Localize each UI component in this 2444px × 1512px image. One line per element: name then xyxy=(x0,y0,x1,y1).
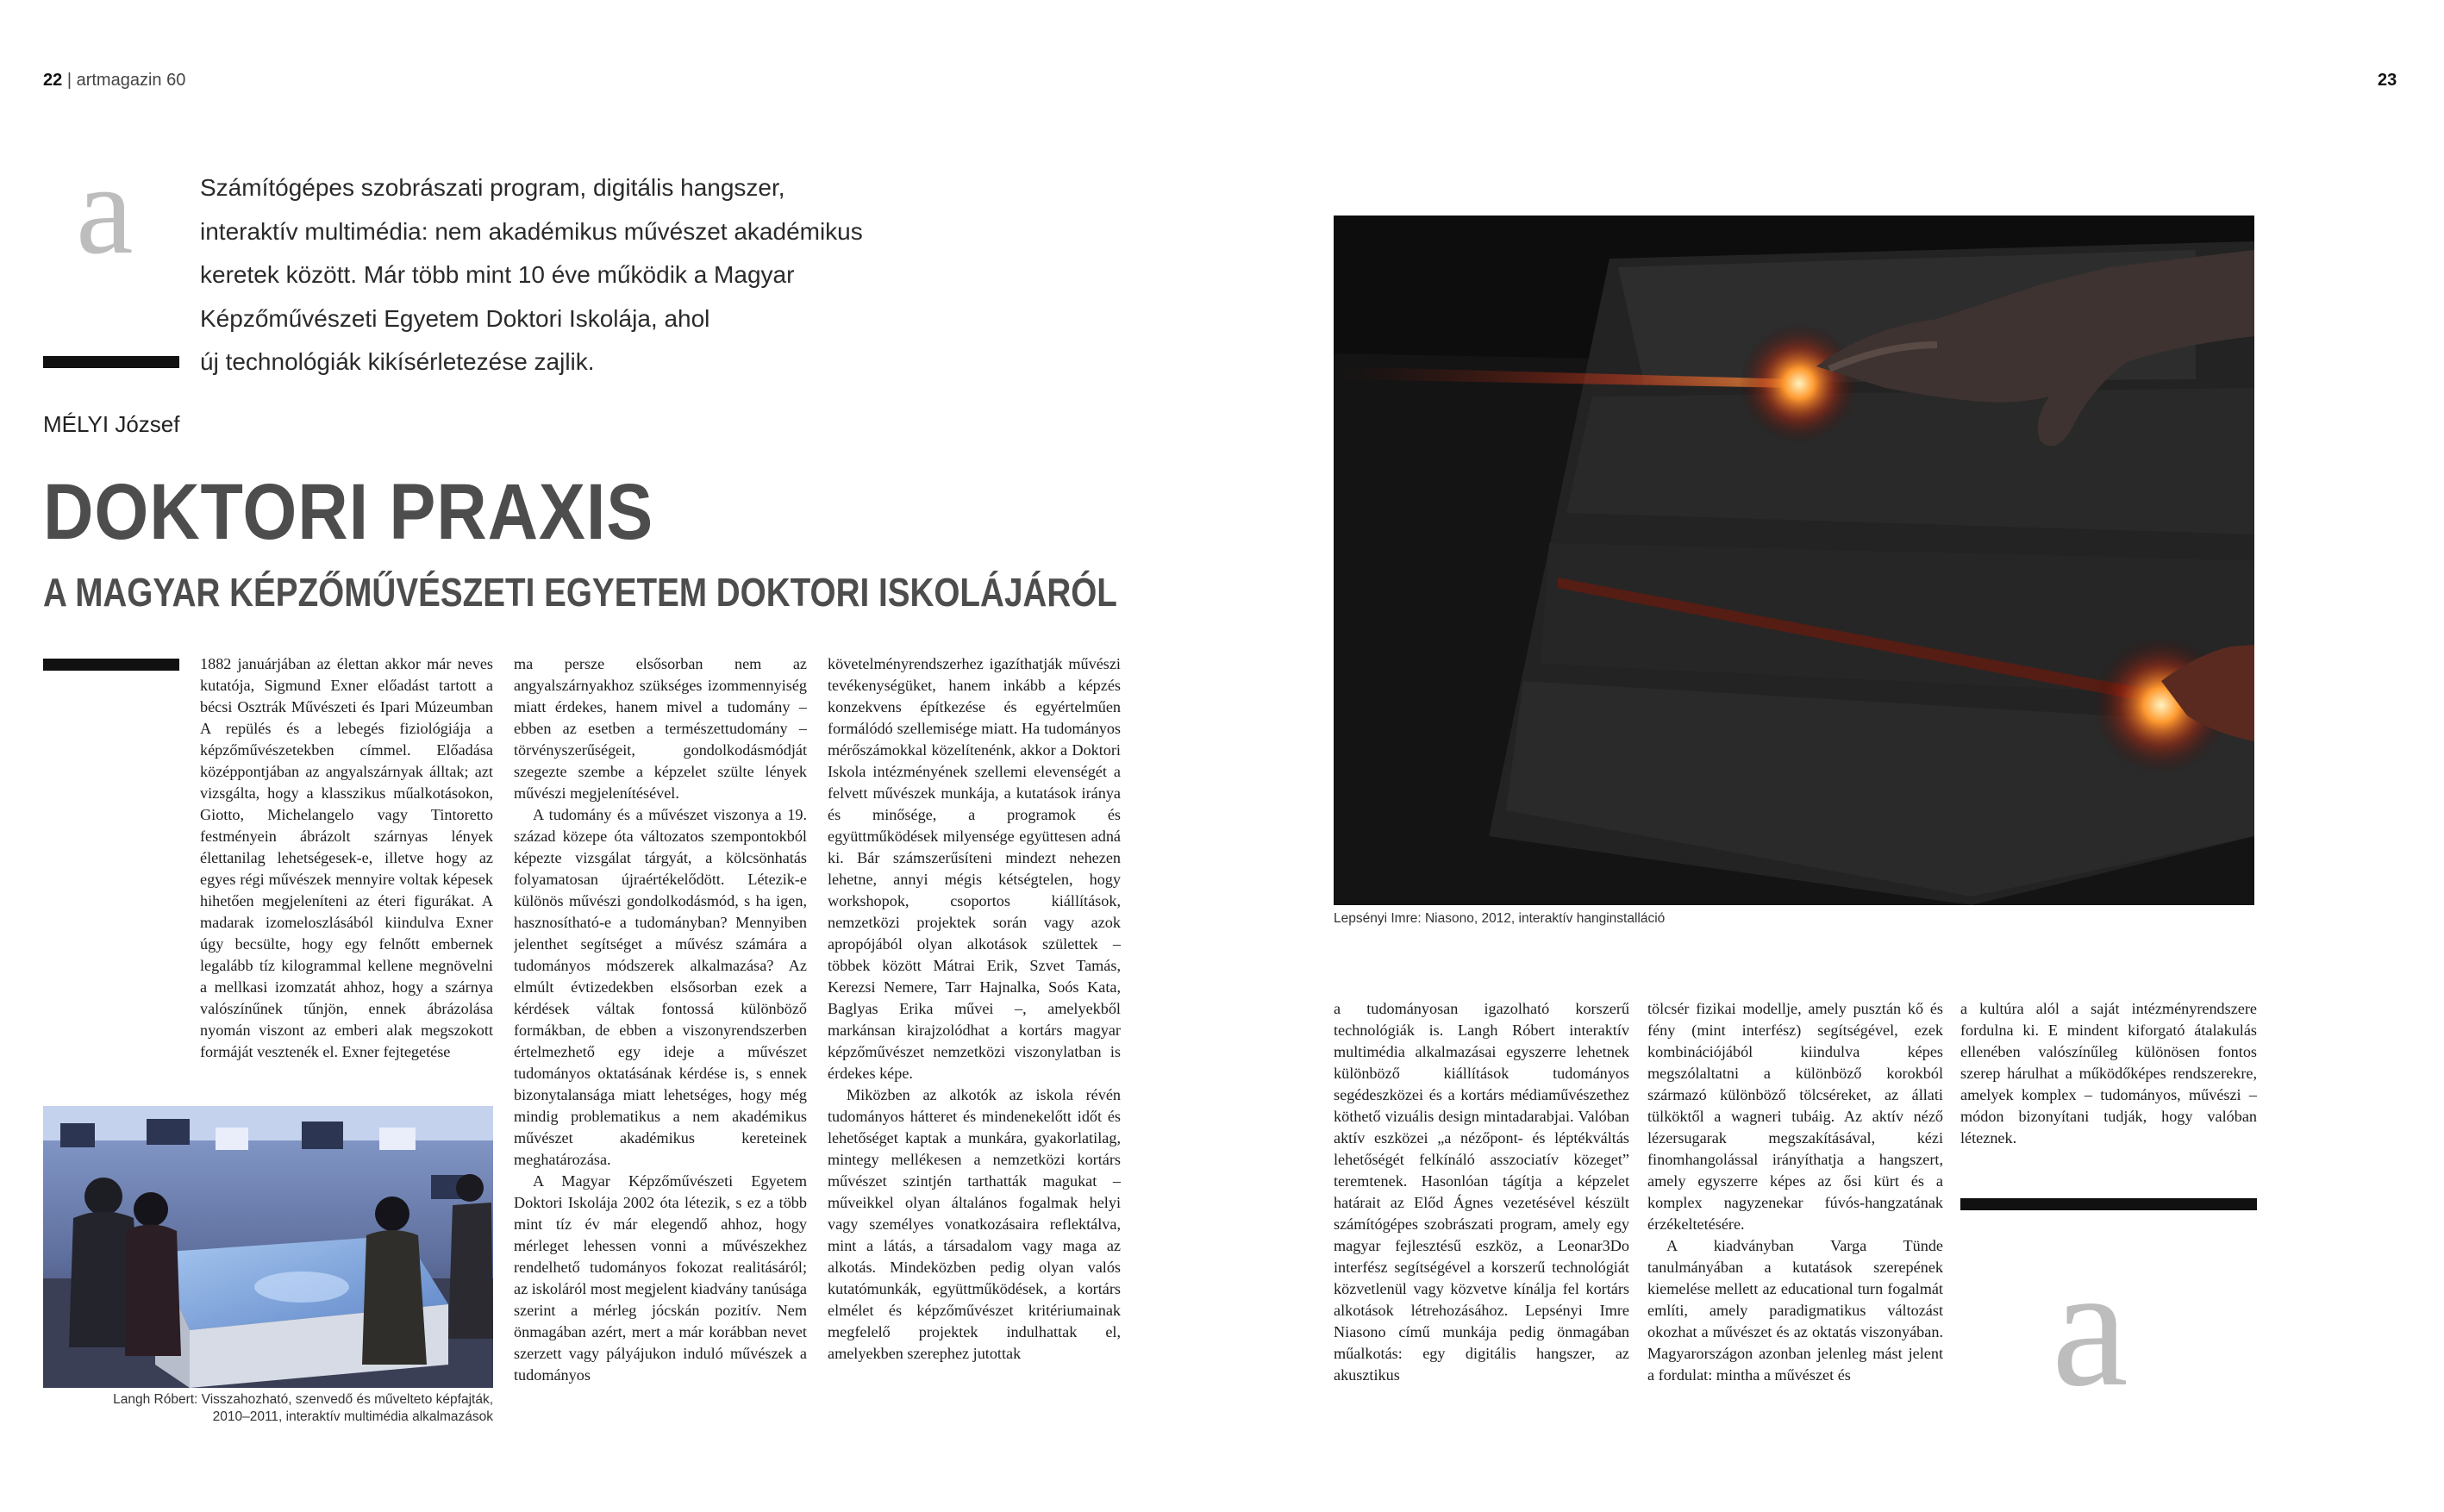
page-number-left: 22 xyxy=(43,71,63,90)
divider-bar xyxy=(1960,1198,2257,1210)
header-separator: | xyxy=(66,71,72,90)
caption-line: 2010–2011, interaktív multimédia alkalmazások xyxy=(212,1409,493,1424)
lead-line: új technológiák kikísérletezése zajlik. xyxy=(200,348,595,376)
divider-bar xyxy=(43,659,179,671)
decorative-dropcap-bottom: a xyxy=(2052,1232,2128,1422)
body-paragraph: A kiadványban Varga Tünde tanulmányában a kutatások szerepének kiemelése mellett az educational turn fogalmát említi, amely paradigmatikus változást okozhat a művészet és az oktatás viszonyában. Magyarországon azonban jelenleg mást jelent a fordulat: mintha a művészet és xyxy=(1647,1237,1943,1384)
photo-langh-robert xyxy=(43,1106,493,1388)
lead-line: keretek között. Már több mint 10 éve működik a Magyar xyxy=(200,261,795,289)
body-paragraph: a kultúra alól a saját intézményrendszere fordulna ki. E mindent kiforgató átalakulás ellenében valószínűleg különösen fontos szerep hárulhat a működőképes rendszerekre, amelyek komplex – tudományos, művészi – módon bizonyítani tudják, hogy valóban léteznek. xyxy=(1960,1000,2257,1146)
page-number-right: 23 xyxy=(2378,71,2397,90)
magazine-title: artmagazin 60 xyxy=(76,71,186,90)
caption-photo-left xyxy=(43,1391,493,1426)
body-column-3 xyxy=(828,653,1121,1395)
body-column-1 xyxy=(200,653,493,1089)
page-header-right xyxy=(2378,71,2397,91)
body-paragraph: a tudományosan igazolható korszerű technológiák is. Langh Róbert interaktív multimédia alkalmazásai egyszerre lehetnek különböző kiállítások tudományos segédeszközei és a kortárs médiaművészethez köthető vizuális design mintadarabjai. Valóban aktív eszközei „a nézőpont- és léptékváltás lehetőségét felkínáló asszociatív közeget” teremtenek. Hasonlóan tágítja a képzelet határait az Előd Ágnes vezetésével készült számítógépes szobrászati program, amely egy magyar fejlesztésű eszköz, a Leonar3Do interfész segítségével a korszerű technológiát közvetlenül vagy közvetve kínálja fel kortárs alkotások létrehozásához. Lepsényi Imre Niasono című munkája pedig önmagában műalkotás: egy digitális hangszer, az akusztikus xyxy=(1334,1000,1629,1384)
caption-line: Langh Róbert: Visszahozható, szenvedő és művelteto képfajták, xyxy=(113,1392,493,1407)
caption-photo-right: Lepsényi Imre: Niasono, 2012, interaktív hanginstalláció xyxy=(1334,911,1666,926)
lead-line: interaktív multimédia: nem akadémikus művészet akadémikus xyxy=(200,217,863,245)
article-subtitle: A MAGYAR KÉPZŐMŰVÉSZETI EGYETEM DOKTORI ISKOLÁJÁRÓL xyxy=(43,570,1117,615)
body-column-6 xyxy=(1960,998,2257,1153)
body-paragraph: A tudomány és a művészet viszonya a 19. század közepe óta változatos szempontokból képezte vizsgálat tárgyát, a kölcsönhatás folyamatosan újraértékelődött. Létezik-e különös művészi gondolkodásmód, s ha igen, hasznosítható-e a tudományban? Mennyiben jelenthet segítséget a művész számára a tudományos módszerek alkalmazása? Az elmúlt évtizedekben elsősorban ezek a kérdések váltak fontossá különböző formákban, de ebben a viszonyrendszerben értelmezhető egy ideje a művészet tudományos oktatásának kérdése is, s ennek bizonytalansága miatt lehetséges, hogy még mindig problematikus a nem akadémikus művészet akadémikus kereteinek meghatározása. xyxy=(514,806,807,1168)
photo-niasono-installation xyxy=(1334,216,2254,905)
article-title: DOKTORI PRAXIS xyxy=(43,468,654,556)
body-column-5 xyxy=(1647,998,1943,1395)
body-column-4 xyxy=(1334,998,1629,1395)
body-paragraph: Miközben az alkotók az iskola révén tudományos hátteret és mindenekelőtt időt és lehetőséget kaptak a munkára, gyakorlatilag, mintegy mellékesen a nemzetközi kortárs művészet szintjén tarthatták magukat – műveikkel olyan általános fogalmak helyi vagy személyes vonatkozásaira reflektálva, mint a látás, a társadalom vagy maga az alkotás. Mindeközben pedig olyan valós kutatómunkák, együttműködések, a kortárs elmélet és képzőművészet kritériumainak megfelelő projektek indulhattak el, amelyekben szerephez jutottak xyxy=(828,1086,1121,1362)
body-paragraph: ma persze elsősorban nem az angyalszárnyakhoz szükséges izommennyiség miatt érdekes, hanem mivel a tudomány – ebben az esetben a természettudomány – törvényszerűségeit, gondolkodásmódját szegezte szembe a képzelet szülte lények művészi megjelenítésével. xyxy=(514,655,807,802)
body-paragraph: tölcsér fizikai modellje, amely pusztán kő és fény (mint interfész) segítségével, ezek kombinációjából kiindulva képes megszólaltatni a különböző korokból származó különböző tölcséreket, az állati tülköktől a wagneri tubáig. Az aktív néző lézersugarak megszakításával, kézi finomhangolással irányíthatja a hangszert, amely egyszerre képes az ősi kürt és a komplex nagyzenekar fúvós-hangzatának érzékeltetésére. xyxy=(1647,1000,1943,1233)
body-paragraph: követelményrendszerhez igazíthatják művészi tevékenységüket, hanem inkább a képzés konzekvens építkezése és egyértelműen formálódó szellemisége miatt. Ha tudományos mérőszámokkal közelítenénk, akkor a Doktori Iskola intézményének szellemi elevenségét a felvett művészek munkája, a kutatások iránya és minősége, a programok és együttműködések milyensége együttesen adná ki. Bár számszerűsíteni mindezt nehezen lehetne, annyi mégis kétségtelen, hogy workshopok, csoportos kiállítások, nemzetközi projektek során vagy azok apropójából olyan alkotások születtek – többek között Mátrai Erik, Szvet Tamás, Kerezsi Nemere, Tarr Hajnalka, Soós Kata, Baglyas Erika művei –, amelyekből markánsan kirajzolódhat a kortárs magyar képzőművészet nemzetközi viszonylatban is érdekes képe. xyxy=(828,655,1121,1082)
body-column-2 xyxy=(514,653,807,1395)
page-header-left xyxy=(43,71,185,91)
author-byline: MÉLYI József xyxy=(43,411,180,437)
lead-line: Képzőművészeti Egyetem Doktori Iskolája, ahol xyxy=(200,304,710,332)
divider-bar xyxy=(43,356,179,368)
lead-line: Számítógépes szobrászati program, digitális hangszer, xyxy=(200,174,785,201)
lead-paragraph xyxy=(200,166,907,384)
decorative-dropcap-top: a xyxy=(76,138,134,281)
body-paragraph: 1882 januárjában az élettan akkor már neves kutatója, Sigmund Exner előadást tartott a bécsi Osztrák Művészeti és Ipari Múzeumban A repülés és a lebegés fiziológiája a képzőművészetekben címmel. Előadása középpontjában az angyalszárnyak álltak; azt vizsgálta, hogy a klasszikus műalkotásokon, Giotto, Michelangelo vagy Tintoretto festményein ábrázolt szárnyas lények élettanilag lehetségesek-e, illetve hogy az egyes régi művészek mennyire voltak képesek hihetően megjeleníteni az éteri figurákat. A madarak izomeloszlásából kiindulva Exner úgy becsülte, hogy egy felnőtt embernek legalább tíz kilogrammal kellene megnövelni a mellkasi izomzatát ahhoz, hogy a szárnya valószínűnek tűnjön, ennek ábrázolása nyomán viszont az emberi alak megszokott formáját vesztenék el. Exner fejtegetése xyxy=(200,655,493,1060)
body-paragraph: A Magyar Képzőművészeti Egyetem Doktori Iskolája 2002 óta létezik, s ez a több mint tíz év már elegendő ahhoz, hogy mérleget lehessen vonni a művészekhez rendelhető tudományos fokozat realitásáról; az iskoláról most megjelent kiadvány tanúsága szerint a mérleg jócskán pozitív. Nem önmagában azért, mert a már korábban nevet szerzett vagy pályájukon induló művészek a tudományos xyxy=(514,1172,807,1384)
